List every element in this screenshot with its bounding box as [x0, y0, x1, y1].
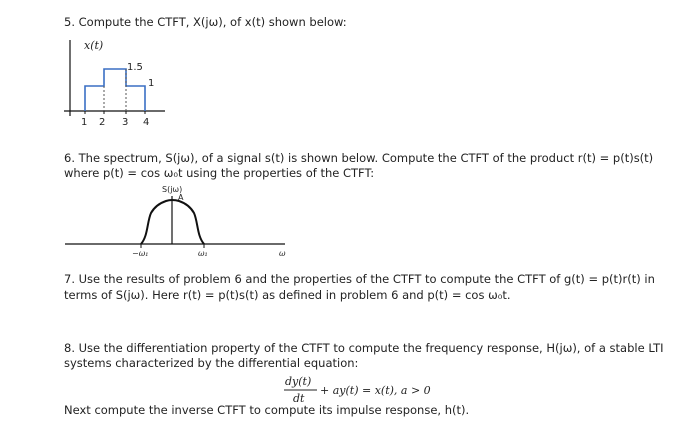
tick-label-2: 2 — [99, 117, 106, 128]
tick-label-4: 4 — [143, 117, 150, 128]
eq-denominator: dt — [293, 392, 305, 405]
problem-7-line-2: terms of S(jω). Here r(t) = p(t)s(t) as defined in problem 6 and p(t) = cos ω₀t. — [64, 288, 511, 302]
level-label-1: 1 — [148, 78, 155, 89]
problem-6-line-2: where p(t) = cos ω₀t using the properties of the CTFT: — [64, 166, 375, 180]
problem-7-line-1: 7. Use the results of problem 6 and the properties of the CTFT to compute the CTFT of g(t) = p(t)r(t) in — [64, 272, 655, 286]
peak-label: A — [178, 193, 184, 202]
problem-8-line-2: systems characterized by the differential equation: — [64, 356, 359, 370]
tick-label-1: 1 — [81, 117, 88, 128]
eq-numerator: dy(t) — [285, 375, 312, 388]
tick-label-3: 3 — [122, 117, 129, 128]
freq-label-neg: −ω₁ — [132, 249, 149, 258]
problem-8-line-1: 8. Use the differentiation property of the CTFT to compute the frequency response, H(jω), of a stable LTI — [64, 341, 664, 355]
freq-label-pos: ω₁ — [198, 249, 208, 258]
problem-5-text: 5. Compute the CTFT, X(jω), of x(t) shown below: — [64, 15, 347, 29]
problem-8-line-3: Next compute the inverse CTFT to compute its impulse response, h(t). — [64, 403, 470, 417]
eq-rest: + ay(t) = x(t), a > 0 — [320, 384, 431, 397]
spectrum-label: S(jω) — [162, 185, 183, 194]
axis-label-omega: ω — [279, 249, 286, 258]
problem-6-line-1: 6. The spectrum, S(jω), of a signal s(t) is shown below. Compute the CTFT of the product r(t) = p(t)s(t) — [64, 151, 654, 165]
signal-label: x(t) — [84, 39, 104, 52]
level-label-1-5: 1.5 — [127, 62, 143, 73]
